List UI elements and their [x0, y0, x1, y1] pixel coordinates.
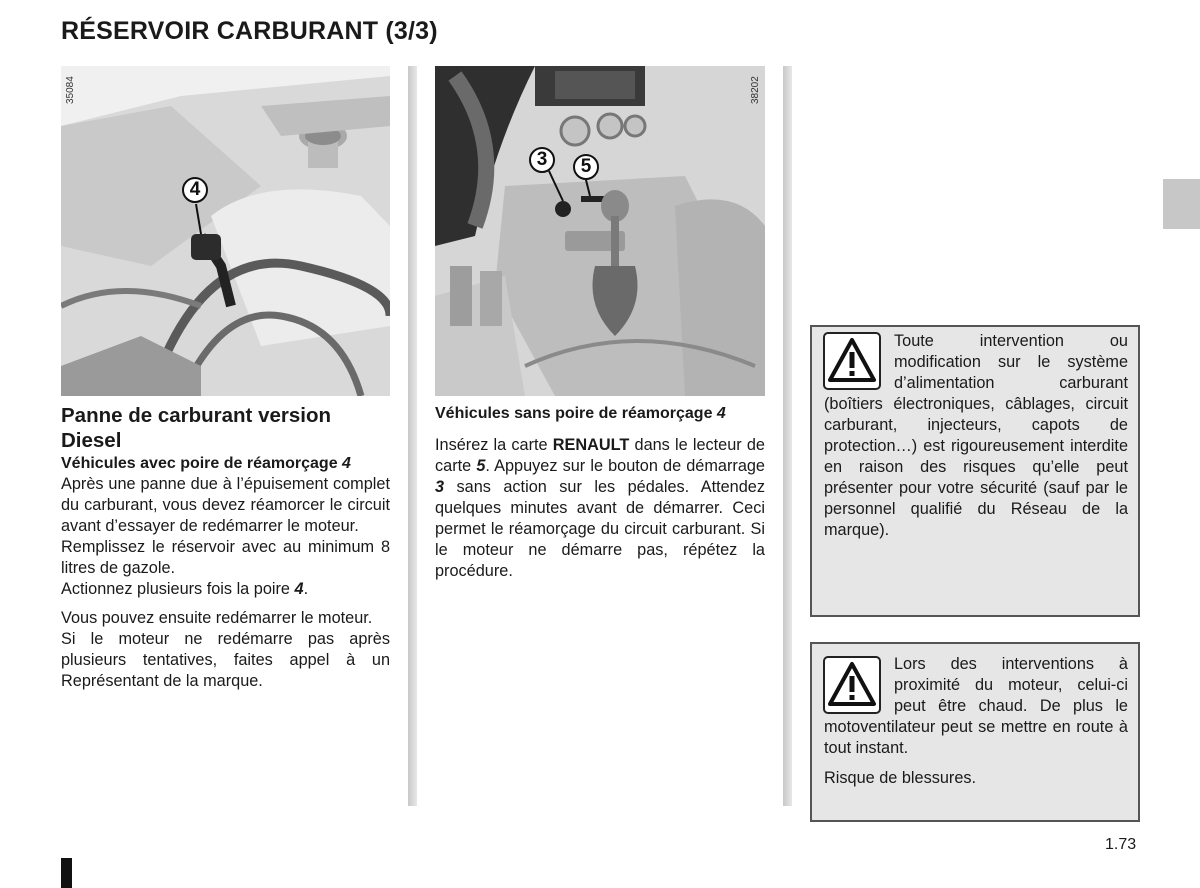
warning-text-fuel-system	[824, 331, 1128, 541]
engine-bay-illustration	[61, 66, 390, 396]
paragraph-5: Si le moteur ne redémarre pas après plusieurs tentatives, faites appel à un Représentant de la marque.	[61, 630, 390, 690]
page-number: 1.73	[1105, 836, 1137, 853]
warning-1-text: Toute intervention ou modification sur le système d’alimentation carburant (boîtiers électroniques, câblages, circuit carburant, injecteurs, capots de protection…) est rigoureusement interdite en raison des risques qu’elle peut présenter pour votre sécurité (sauf par le personnel qualifié du Réseau de la marque).	[824, 332, 1128, 539]
column-divider-left	[408, 66, 417, 806]
middle-paragraph	[435, 435, 765, 582]
warning-box-engine-hot	[810, 642, 1140, 822]
ref-start-button: 3	[435, 478, 445, 496]
ref-card-reader: 5	[476, 457, 486, 475]
middle-paragraph-part4: sans action sur les pédales. Attendez quelques minutes avant de démarrer. Ceci permet le réamorçage du circuit carburant. Si le moteur ne démarre pas, répétez la procédure.	[435, 478, 765, 580]
chapter-tab	[1163, 179, 1200, 229]
subheading-ref: 4	[342, 455, 351, 472]
paragraph-4: Vous pouvez ensuite redémarrer le moteur.	[61, 609, 373, 627]
middle-paragraph-part1: Insérez la carte	[435, 436, 553, 454]
middle-paragraph-part3: . Appuyez sur le bouton de démarrage	[485, 457, 765, 475]
section-heading: Panne de carburant version Diesel	[61, 404, 332, 452]
dashboard-photo	[435, 66, 765, 396]
warning-text-engine-hot	[824, 654, 1128, 789]
warning-2-risk: Risque de blessures.	[824, 769, 977, 787]
dashboard-illustration	[435, 66, 765, 396]
figure-id-38202: 38202	[750, 76, 761, 104]
column-divider-right	[783, 66, 792, 806]
warning-2-text: Lors des interventions à proximité du moteur, celui-ci peut être chaud. De plus le motoventilateur peut se mettre en route à tout instant.	[824, 655, 1128, 757]
paragraph-1: Après une panne due à l’épuisement complet du carburant, vous devez réamorcer le circuit avant d’essayer de redémarrer le moteur.	[61, 475, 390, 535]
page-corner-mark	[61, 858, 72, 888]
callout-3: 3	[529, 147, 555, 173]
middle-column-text	[435, 403, 765, 582]
middle-subheading	[435, 403, 765, 424]
paragraph-3-prefix: Actionnez plusieurs fois la poire	[61, 580, 295, 598]
paragraph-3-suffix: .	[303, 580, 309, 598]
left-column-text	[61, 403, 390, 692]
section-subheading	[61, 453, 390, 474]
page-title: RÉSERVOIR CARBURANT (3/3)	[61, 17, 438, 45]
callout-4: 4	[182, 177, 208, 203]
middle-subheading-text: Véhicules sans poire de réamorçage	[435, 405, 713, 422]
middle-paragraph-part2: dans le lecteur de carte	[435, 436, 765, 475]
brand-name: RENAULT	[552, 436, 630, 454]
paragraph-3	[61, 579, 390, 600]
figure-id-35084: 35084	[65, 76, 76, 104]
engine-bay-photo	[61, 66, 390, 396]
paragraph-2: Remplissez le réservoir avec au minimum 8 litres de gazole.	[61, 538, 390, 577]
paragraph-3-ref: 4	[294, 580, 304, 598]
middle-subheading-ref: 4	[716, 405, 726, 422]
warning-box-fuel-system	[810, 325, 1140, 617]
callout-5: 5	[573, 154, 599, 180]
subheading-text: Véhicules avec poire de réamorçage	[61, 455, 338, 472]
